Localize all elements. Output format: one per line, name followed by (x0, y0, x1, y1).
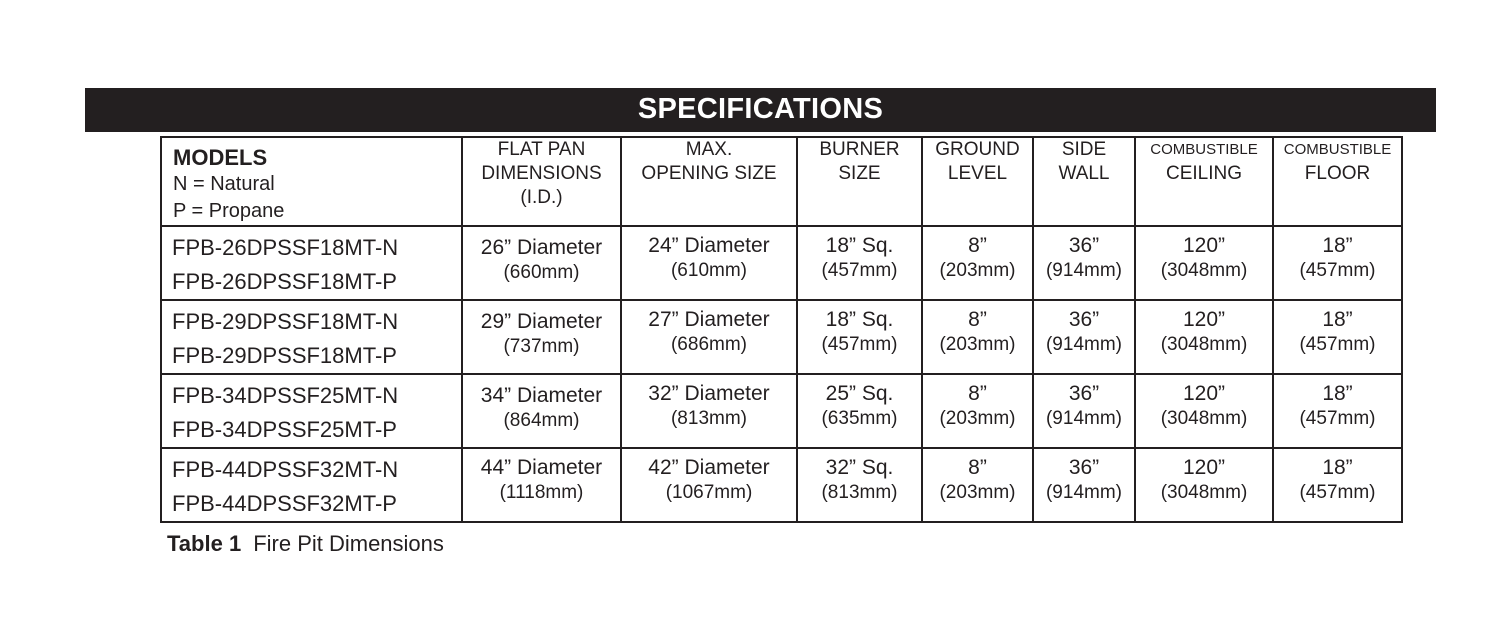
ground-metric: (203mm) (939, 260, 1016, 281)
model-propane: FPB-26DPSSF18MT-P (172, 269, 397, 294)
flat-pan-value: 44” Diameter (480, 456, 603, 479)
model-natural: FPB-26DPSSF18MT-N (172, 235, 399, 260)
header-models (161, 137, 462, 226)
header-flat-pan-line3: (I.D.) (520, 187, 563, 208)
flat-pan-cell (462, 448, 621, 522)
header-combustible-ceiling (1135, 137, 1273, 226)
ceiling-value: 120” (1182, 456, 1226, 479)
table-row (161, 448, 1402, 522)
flat-pan-cell (462, 300, 621, 374)
table-caption (167, 531, 444, 557)
model-cell (161, 300, 462, 374)
side-wall-cell (1033, 226, 1135, 300)
ground-value: 8” (968, 234, 987, 257)
max-opening-cell (621, 300, 797, 374)
models-title: MODELS (173, 145, 268, 170)
ground-cell (922, 448, 1033, 522)
header-ground-line1: GROUND (935, 139, 1020, 160)
ground-metric: (203mm) (939, 334, 1016, 355)
header-burner-line2: SIZE (838, 163, 881, 184)
side-wall-metric: (914mm) (1045, 260, 1122, 281)
burner-metric: (457mm) (821, 260, 898, 281)
side-wall-value: 36” (1068, 456, 1100, 479)
header-burner-line1: BURNER (819, 139, 900, 160)
max-opening-value: 24” Diameter (648, 234, 770, 257)
side-wall-cell (1033, 300, 1135, 374)
ground-metric: (203mm) (939, 482, 1016, 503)
models-propane-key: P = Propane (173, 200, 285, 222)
max-opening-cell (621, 226, 797, 300)
side-wall-value: 36” (1068, 382, 1100, 405)
model-natural: FPB-29DPSSF18MT-N (172, 309, 399, 334)
ground-cell (922, 300, 1033, 374)
header-flat-pan-line2: DIMENSIONS (481, 163, 602, 184)
flat-pan-metric: (737mm) (503, 336, 580, 357)
ceiling-cell (1135, 300, 1273, 374)
ceiling-cell (1135, 448, 1273, 522)
ceiling-metric: (3048mm) (1160, 408, 1248, 429)
ground-value: 8” (968, 382, 987, 405)
ceiling-value: 120” (1182, 234, 1226, 257)
ground-value: 8” (968, 308, 987, 331)
burner-metric: (635mm) (821, 408, 898, 429)
header-burner-size (797, 137, 922, 226)
ceiling-value: 120” (1182, 382, 1226, 405)
floor-metric: (457mm) (1299, 482, 1376, 503)
side-wall-value: 36” (1068, 234, 1100, 257)
specifications-table (160, 136, 1403, 523)
header-ceiling-line2: CEILING (1165, 163, 1243, 184)
max-opening-cell (621, 374, 797, 448)
flat-pan-value: 34” Diameter (480, 384, 603, 407)
flat-pan-cell (462, 374, 621, 448)
max-opening-metric: (1067mm) (665, 482, 753, 503)
header-max-opening-line2: OPENING SIZE (641, 163, 777, 184)
flat-pan-metric: (864mm) (503, 410, 580, 431)
models-natural-key: N = Natural (173, 173, 275, 195)
header-ground-level (922, 137, 1033, 226)
floor-value: 18” (1322, 456, 1353, 479)
burner-value: 18” Sq. (825, 234, 894, 257)
table-row (161, 374, 1402, 448)
floor-cell (1273, 448, 1402, 522)
ceiling-metric: (3048mm) (1160, 334, 1248, 355)
model-cell (161, 226, 462, 300)
header-max-opening-line1: MAX. (685, 139, 733, 160)
header-side-wall (1033, 137, 1135, 226)
ground-metric: (203mm) (939, 408, 1016, 429)
burner-value: 25” Sq. (825, 382, 894, 405)
table-caption-text: Fire Pit Dimensions (253, 531, 444, 556)
header-ceiling-line1: COMBUSTIBLE (1150, 141, 1258, 158)
flat-pan-metric: (1118mm) (499, 482, 584, 503)
header-combustible-floor (1273, 137, 1402, 226)
header-flat-pan-line1: FLAT PAN (497, 139, 586, 160)
ceiling-cell (1135, 374, 1273, 448)
max-opening-metric: (610mm) (670, 260, 747, 281)
burner-value: 18” Sq. (825, 308, 894, 331)
ceiling-value: 120” (1182, 308, 1226, 331)
floor-value: 18” (1322, 382, 1353, 405)
header-side-line1: SIDE (1061, 139, 1107, 160)
table-row (161, 226, 1402, 300)
side-wall-value: 36” (1068, 308, 1100, 331)
model-propane: FPB-29DPSSF18MT-P (172, 343, 397, 368)
burner-cell (797, 448, 922, 522)
flat-pan-value: 29” Diameter (480, 310, 603, 333)
burner-cell (797, 226, 922, 300)
floor-cell (1273, 374, 1402, 448)
header-ground-line2: LEVEL (947, 163, 1008, 184)
burner-metric: (813mm) (821, 482, 898, 503)
flat-pan-value: 26” Diameter (480, 236, 603, 259)
side-wall-metric: (914mm) (1045, 482, 1122, 503)
floor-cell (1273, 300, 1402, 374)
side-wall-cell (1033, 448, 1135, 522)
side-wall-cell (1033, 374, 1135, 448)
model-propane: FPB-44DPSSF32MT-P (172, 491, 397, 516)
model-cell (161, 448, 462, 522)
flat-pan-cell (462, 226, 621, 300)
ceiling-metric: (3048mm) (1160, 482, 1248, 503)
header-floor-line1: COMBUSTIBLE (1283, 141, 1392, 158)
floor-metric: (457mm) (1299, 408, 1376, 429)
table-row (161, 300, 1402, 374)
burner-cell (797, 300, 922, 374)
max-opening-metric: (686mm) (670, 334, 747, 355)
floor-metric: (457mm) (1299, 334, 1376, 355)
table-caption-label: Table 1 (167, 531, 242, 556)
table-header-row (161, 137, 1402, 226)
floor-value: 18” (1322, 234, 1353, 257)
max-opening-cell (621, 448, 797, 522)
burner-metric: (457mm) (821, 334, 898, 355)
specifications-banner: SPECIFICATIONS (85, 88, 1436, 132)
ground-cell (922, 226, 1033, 300)
flat-pan-metric: (660mm) (503, 262, 580, 283)
model-natural: FPB-34DPSSF25MT-N (172, 383, 399, 408)
burner-cell (797, 374, 922, 448)
header-floor-line2: FLOOR (1304, 163, 1371, 184)
ground-cell (922, 374, 1033, 448)
max-opening-metric: (813mm) (670, 408, 747, 429)
side-wall-metric: (914mm) (1045, 334, 1122, 355)
header-max-opening (621, 137, 797, 226)
max-opening-value: 27” Diameter (648, 308, 770, 331)
burner-value: 32” Sq. (825, 456, 894, 479)
floor-metric: (457mm) (1299, 260, 1376, 281)
model-propane: FPB-34DPSSF25MT-P (172, 417, 397, 442)
side-wall-metric: (914mm) (1045, 408, 1122, 429)
model-natural: FPB-44DPSSF32MT-N (172, 457, 399, 482)
ground-value: 8” (968, 456, 987, 479)
header-flat-pan (462, 137, 621, 226)
header-side-line2: WALL (1058, 163, 1110, 184)
floor-value: 18” (1322, 308, 1353, 331)
model-cell (161, 374, 462, 448)
ceiling-metric: (3048mm) (1160, 260, 1248, 281)
ceiling-cell (1135, 226, 1273, 300)
floor-cell (1273, 226, 1402, 300)
max-opening-value: 32” Diameter (648, 382, 770, 405)
max-opening-value: 42” Diameter (648, 456, 770, 479)
